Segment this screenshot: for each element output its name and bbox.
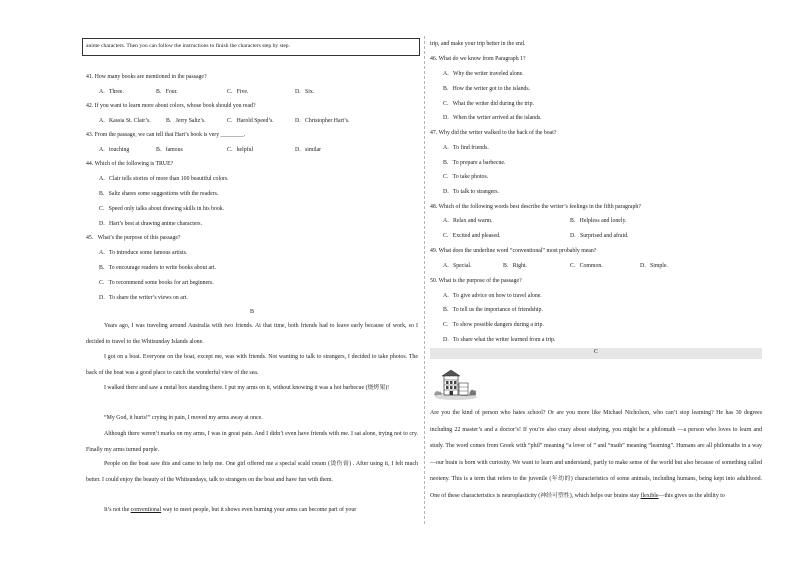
q45-option-a: A．To introduce some famous artists.	[99, 250, 188, 256]
q45-option-b: B．To encourage readers to write books about art.	[99, 265, 217, 271]
continued-passage-box	[82, 38, 420, 56]
q44-option-d: D．Hart’s best at drawing anime characters.	[99, 221, 203, 227]
passage-b-paragraph-6: People on the boat saw this and came to help me. One girl offered me a special scald cream (烫伤膏) . After using it, I felt much better. I could enjoy the beauty of the Whitsundays, talk to strangers on the boat and have fun with them.	[86, 461, 418, 483]
q42-option-b: B．Jerry Saltz’s.	[166, 118, 206, 124]
underlined-word-conventional: conventional	[130, 507, 162, 513]
passage-b-paragraph-1: Years ago, I was traveling around Australia with two friends. At that time, both friends had to leave early because of work, so I decided to travel to the Whitsunday Islands alone.	[86, 323, 418, 345]
passage-b-paragraph-5: Although there weren’t marks on my arms, I was in great pain. And I didn’t even have friends with me. I sat alone, trying not to cry. Finally my arms turned purple.	[86, 431, 418, 453]
question-44: 44. Which of the following is TRUE?	[86, 161, 174, 167]
q50-option-b: B．To tell us the importance of friendship.	[443, 307, 543, 313]
q42-option-a: A．Kassia St. Clair’s.	[99, 118, 151, 124]
q47-option-d: D．To talk to strangers.	[443, 189, 499, 195]
q49-option-a: A．Special.	[443, 263, 472, 269]
q42-option-c: C．Harold Speed’s.	[227, 118, 274, 124]
q46-option-b: B．How the writer got to the islands.	[443, 86, 531, 92]
q47-option-c: C．To take photos.	[443, 174, 489, 180]
section-c-heading: C	[593, 349, 598, 355]
q43-option-b: B．famous	[156, 147, 183, 153]
q49-option-b: B．Right.	[503, 263, 527, 269]
q44-option-a: A．Clair tells stories of more than 100 beautiful colors.	[99, 176, 229, 182]
question-45: 45．What’s the purpose of this passage?	[86, 235, 181, 241]
q47-option-b: B．To prepare a barbecue.	[443, 160, 506, 166]
section-b-heading: B	[249, 309, 254, 315]
q48-option-c: C．Excited and pleased.	[443, 233, 501, 239]
passage-b-paragraph-2: I got on a boat. Everyone on the boat, except me, was with friends. Not wanting to talk to strangers, I decided to take photos. The back of the boat was a good place to catch the wonderful view of the sea.	[86, 354, 418, 376]
q49-option-c: C．Common.	[570, 263, 603, 269]
q41-option-a: A．Three.	[99, 89, 124, 95]
q50-option-a: A．To give advice on how to travel alone.	[443, 293, 542, 299]
q43-option-c: C．helpful	[227, 147, 254, 153]
passage-b-continuation: trip, and make your trip better in the end.	[430, 41, 526, 47]
q42-option-d: D．Christopher Hart’s.	[295, 118, 350, 124]
box-text: anime characters. Then you can follow the instructions to finish the characters step by step.	[86, 43, 291, 49]
q47-option-a: A．To find friends.	[443, 145, 489, 151]
q41-option-c: C．Five.	[227, 89, 249, 95]
passage-b-paragraph-3: I walked there and saw a metal box standing there. I put my arms on it, without knowing it was a hot barbecue (烧烤架)!	[104, 385, 390, 391]
q48-option-d: D．Surprised and afraid.	[570, 233, 629, 239]
passage-c-paragraph-1: Are you the kind of person who hates school? Or are you more like Michael Nicholson, who can’t stop learning? He has 30 degrees including 22 master’s and a doctor’s! If you’re also crazy about studying, you might be a philomath —a person who loves to learn and study. The word comes from Greek with “phil” meaning “a lover of ” and “math” meaning “learning”. Humans are all philomaths in a way—our brain is born with curiosity. We want to learn and understand, partly to make sense of the world but also because of something called neoteny. This is a term that refers to the juvenile (年幼的) characteristics of some animals, including humans, being kept into adulthood. One of these characteristics is neuroplasticity (神经可塑性), which helps our brains stay flexible—this gives us the ability to	[430, 410, 762, 499]
q49-option-d: D．Simple.	[640, 263, 668, 269]
q41-option-d: D．Six.	[295, 89, 315, 95]
q46-option-c: C．What the writer did during the trip.	[443, 101, 534, 107]
q50-option-d: D．To share what the writer learned from a trip.	[443, 337, 556, 343]
question-42: 42. If you want to learn more about colors, whose book should you read?	[86, 103, 256, 109]
q46-option-a: A．Why the writer traveled alone.	[443, 71, 524, 77]
question-43: 43. From the passage, we can tell that Hart’s book is very ________.	[86, 132, 246, 138]
question-47: 47. Why did the writer walked to the back of the boat?	[430, 130, 557, 136]
q44-option-b: B．Saltz shares some suggestions with the readers.	[99, 191, 219, 197]
school-building-illustration	[432, 369, 477, 402]
column-divider	[424, 36, 425, 524]
q48-option-a: A．Relax and warm.	[443, 218, 493, 224]
question-50: 50. What is the purpose of the passage?	[430, 278, 522, 284]
underlined-word-flexible: flexible	[640, 492, 659, 499]
passage-b-paragraph-4: “My God, it hurts!” crying in pain, I moved my arms away at once.	[104, 415, 263, 421]
q44-option-c: C．Speed only talks about drawing skills in his book.	[99, 206, 225, 212]
q41-option-b: B．Four.	[156, 89, 178, 95]
q45-option-c: C．To recommend some books for art beginners.	[99, 280, 214, 286]
q46-option-d: D．When the writer arrived at the islands.	[443, 115, 542, 121]
question-48: 48. Which of the following words best describe the writer’s feelings in the fifth paragraph?	[430, 204, 641, 210]
passage-b-paragraph-7: It’s not the conventional way to meet people, but it shows even burning your arms can become part of your	[104, 507, 357, 513]
question-46: 46. What do we know from Paragraph 1?	[430, 56, 526, 62]
q48-option-b: B．Helpless and lonely.	[570, 218, 627, 224]
question-49: 49. What does the underline word “conventional” most probably mean?	[430, 248, 597, 254]
q45-option-d: D．To share the writer’s views on art.	[99, 295, 188, 301]
q43-option-d: D．similar	[295, 147, 322, 153]
q50-option-c: C．To show possible dangers during a trip.	[443, 322, 544, 328]
q43-option-a: A．touching	[99, 147, 130, 153]
question-41: 41. How many books are mentioned in the passage?	[86, 74, 207, 80]
